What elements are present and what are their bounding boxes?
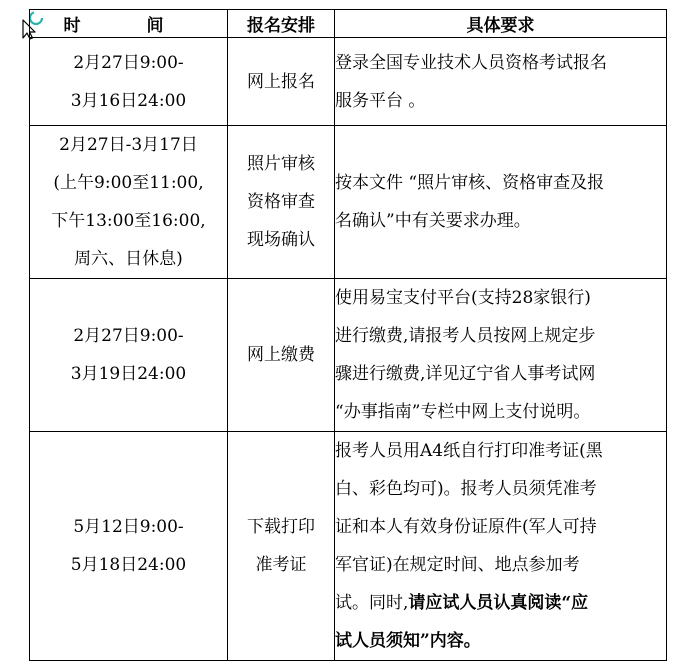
table-header-row xyxy=(30,10,667,38)
table-row xyxy=(30,38,667,126)
header-requirement: 具体要求 xyxy=(335,10,667,38)
requirement-mixed-line: 试。同时,请应试人员认真阅读“应 xyxy=(335,593,589,613)
arrangement-cell: 网上报名 xyxy=(228,38,335,126)
requirement-cell: 按本文件 “照片审核、资格审查及报 名确认”中有关要求办理。 xyxy=(335,126,667,279)
arrangement-cell: 网上缴费 xyxy=(228,279,335,432)
time-cell: 5月12日9:00- 5月18日24:00 xyxy=(30,432,228,661)
requirement-cell: 使用易宝支付平台(支持28家银行) 进行缴费,请报考人员按网上规定步 骤进行缴费,详见辽宁省人事考试网 “办事指南”专栏中网上支付说明。 xyxy=(335,279,667,432)
requirement-cell: 报考人员用A4纸自行打印准考证(黑 白、彩色均可)。报考人员须凭准考 证和本人有效身份证原件(军人可持 军官证)在规定时间、地点参加考 试。同时,请应试人员认真阅读“应 试人员须知”内容。 xyxy=(335,432,667,661)
arrangement-cell: 照片审核 资格审查 现场确认 xyxy=(228,126,335,279)
table-row xyxy=(30,432,667,661)
emphasis-text: 试人员须知”内容。 xyxy=(335,631,481,651)
header-arrangement: 报名安排 xyxy=(228,10,335,38)
emphasis-text: 请应试人员认真阅读“应 xyxy=(408,593,589,613)
table-row xyxy=(30,279,667,432)
time-cell: 2月27日9:00- 3月19日24:00 xyxy=(30,279,228,432)
header-time: 时 间 xyxy=(30,10,228,38)
time-cell: 2月27日-3月17日 (上午9:00至11:00, 下午13:00至16:00, 周六、日休息) xyxy=(30,126,228,279)
registration-schedule-table xyxy=(29,9,667,661)
table-row xyxy=(30,126,667,279)
arrangement-cell: 下载打印 准考证 xyxy=(228,432,335,661)
requirement-cell: 登录全国专业技术人员资格考试报名 服务平台 。 xyxy=(335,38,667,126)
time-cell: 2月27日9:00- 3月16日24:00 xyxy=(30,38,228,126)
